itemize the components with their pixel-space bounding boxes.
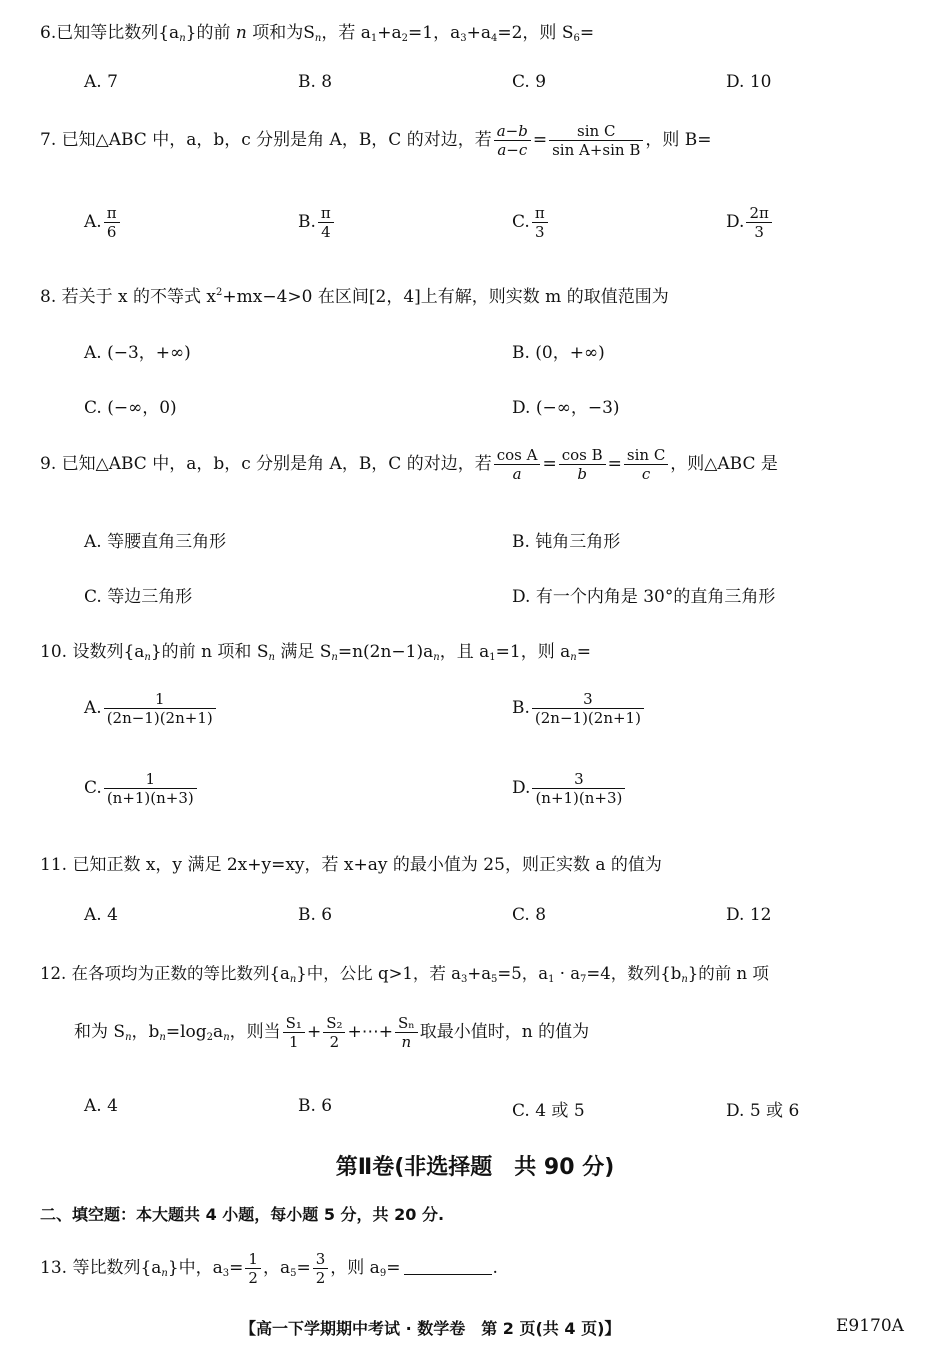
question-11: 11. 已知正数 x，y 满足 2x+y=xy，若 x+ay 的最小值为 25，则正实数 a 的值为 [40, 855, 662, 875]
footer-title: 【高一下学期期中考试 · 数学卷 第 2 页(共 4 页)】 [240, 1319, 621, 1338]
answer-blank[interactable] [404, 1258, 492, 1275]
q10-option-d: D. $\frac{3}{(n+1)(n+3)}$ [512, 770, 627, 807]
q9-fraction-3: $\frac{\text{sin C}}{c}$ [624, 446, 668, 483]
q7-fraction-1: $\frac{a-b}{a-c}$ [494, 122, 531, 159]
q12-option-b: B. 6 [298, 1096, 333, 1116]
q10-option-c: C. $\frac{1}{(n+1)(n+3)}$ [84, 770, 199, 807]
question-8: 8. 若关于 x 的不等式 $x^2+mx-4>0$ 在区间[2，4]上有解，则实数 m 的取值范围为 [40, 287, 669, 307]
fill-in-section-heading: 二、填空题：本大题共 4 小题，每小题 5 分，共 20 分. [40, 1205, 445, 1224]
q7-option-a: A. $\frac{\pi}{6}$ [84, 204, 122, 241]
q7-option-d: D. $\frac{2\pi}{3}$ [726, 204, 774, 241]
q11-option-a: A. 4 [84, 905, 118, 925]
question-7: 7. 已知△ABC 中，a，b，c 分别是角 A，B，C 的对边，若 $\frac{a-b}{a-c}$ = $\frac{\text{sin C}}{\text{sin A+sin B}}$ ，则 B= [40, 122, 712, 159]
q9-fraction-2: $\frac{\text{cos B}}{b}$ [559, 446, 606, 483]
q10-option-a: A. $\frac{1}{(2n-1)(2n+1)}$ [84, 690, 218, 727]
q8-option-c: C. (−∞，0) [84, 398, 177, 418]
q12-fraction-1: $\frac{\text{S₁}}{1}$ [283, 1014, 305, 1051]
q8-option-b: B. (0，+∞) [512, 343, 605, 363]
q12-fraction-3: $\frac{\text{Sₙ}}{n}$ [395, 1014, 418, 1051]
question-6: 6.已知等比数列$\{a_n\}$的前 n 项和为$S_n$，若 $a_1+a_2=1$，$a_3+a_4=2$，则 $S_6=$ [40, 23, 595, 44]
q6-option-d: D. 10 [726, 72, 772, 92]
q11-option-c: C. 8 [512, 905, 547, 925]
q9-fraction-1: $\frac{\text{cos A}}{a}$ [494, 446, 541, 483]
q12-option-c: C. 4 或 5 [512, 1101, 585, 1121]
q8-option-d: D. (−∞，−3) [512, 398, 620, 418]
q11-option-b: B. 6 [298, 905, 333, 925]
q7-option-c: C. $\frac{\pi}{3}$ [512, 204, 550, 241]
q12-option-d: D. 5 或 6 [726, 1101, 800, 1121]
q7-fraction-2: $\frac{\text{sin C}}{\text{sin A+sin B}}$ [549, 122, 643, 159]
q6-option-b: B. 8 [298, 72, 333, 92]
question-12-line-1: 12. 在各项均为正数的等比数列$\{a_n\}$中，公比 q>1，若 $a_3+a_5=5$，$a_1 \cdot a_7=4$，数列$\{b_n\}$的前 n 项 [40, 964, 769, 985]
q8-option-a: A. (−3，+∞) [84, 343, 191, 363]
question-9: 9. 已知△ABC 中，a，b，c 分别是角 A，B，C 的对边，若 $\frac{\text{cos A}}{a}$ = $\frac{\text{cos B}}{b}$ = $\frac{\text{sin C}}{c}$ ，则△ABC 是 [40, 446, 778, 483]
question-13: 13. 等比数列$\{a_n\}$中，$a_3=$ $\frac{1}{2}$ ，$a_5=$ $\frac{3}{2}$ ，则 $a_9=$ . [40, 1250, 498, 1287]
q13-fraction-2: $\frac{3}{2}$ [313, 1250, 329, 1287]
q6-option-a: A. 7 [84, 72, 118, 92]
q11-option-d: D. 12 [726, 905, 772, 925]
q9-option-c: C. 等边三角形 [84, 587, 193, 607]
question-10: 10. 设数列$\{a_n\}$的前 n 项和 $S_n$ 满足 $S_n=n(2n-1)a_n$，且 $a_1=1$，则 $a_n=$ [40, 642, 591, 663]
q7-option-b: B. $\frac{\pi}{4}$ [298, 204, 336, 241]
q12-option-a: A. 4 [84, 1096, 118, 1116]
section-title: 第Ⅱ卷(非选择题 共 90 分) [335, 1155, 615, 1180]
q6-option-c: C. 9 [512, 72, 547, 92]
q12-fraction-2: $\frac{\text{S₂}}{2}$ [323, 1014, 345, 1051]
q13-fraction-1: $\frac{1}{2}$ [245, 1250, 261, 1287]
q9-option-d: D. 有一个内角是 30°的直角三角形 [512, 587, 776, 607]
q10-option-b: B. $\frac{3}{(2n-1)(2n+1)}$ [512, 690, 646, 727]
q9-option-a: A. 等腰直角三角形 [84, 532, 227, 552]
footer-code: E9170A [836, 1316, 904, 1336]
question-12-line-2: 和为 $S_n$，$b_n=\log_2a_n$，则当 $\frac{\text{S₁}}{1}$ + $\frac{\text{S₂}}{2}$ +⋯+ $\frac{\text{Sₙ}}{n}$ 取最小值时，n 的值为 [74, 1014, 590, 1051]
q9-option-b: B. 钝角三角形 [512, 532, 621, 552]
